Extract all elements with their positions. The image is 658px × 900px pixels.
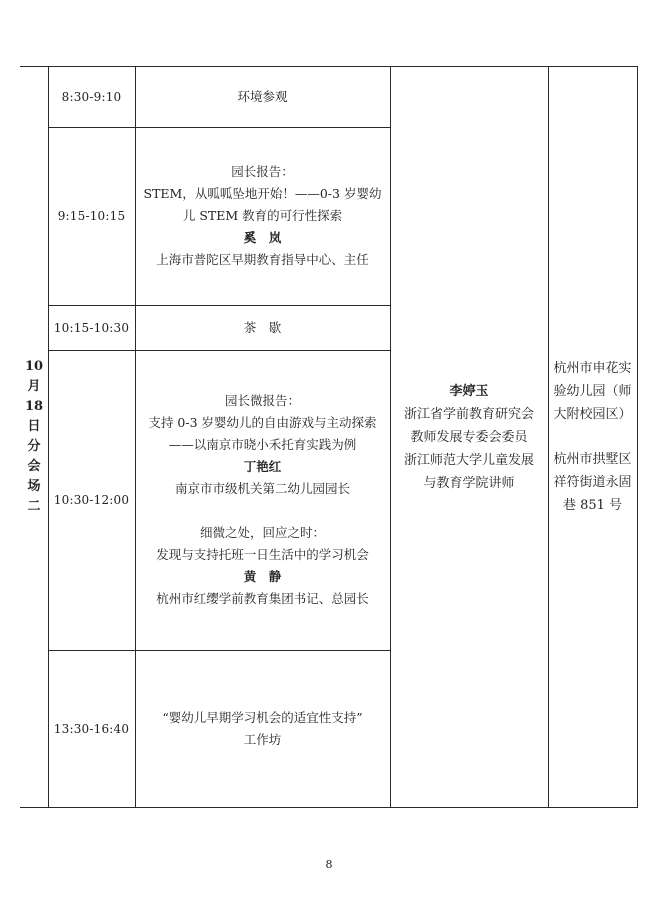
date-session-char: 18	[24, 399, 44, 414]
report-title: 支持 0-3 岁婴幼儿的自由游戏与主动探索	[148, 415, 377, 430]
speaker-name: 丁艳红	[243, 459, 282, 474]
content-cell: 茶 歇	[243, 319, 282, 335]
content-cell	[135, 127, 390, 305]
speaker-name: 奚 岚	[243, 230, 282, 245]
time-cell: 8:30-9:10	[61, 89, 122, 104]
date-session-char: 日	[27, 419, 41, 434]
speaker-name: 黄 静	[243, 569, 282, 584]
time-cell: 13:30-16:40	[53, 721, 130, 736]
content-cell	[135, 650, 390, 807]
time-cell: 10:15-10:30	[53, 320, 130, 335]
report-title: ——以南京市晓小禾托育实践为例	[168, 437, 357, 452]
venue-address: 巷 851 号	[562, 498, 623, 513]
table-border-right	[637, 66, 638, 808]
workshop-title: “婴幼儿早期学习机会的适宜性支持”	[162, 709, 363, 725]
report-label: 园长报告：	[231, 164, 294, 179]
host-title: 与教育学院讲师	[423, 475, 515, 491]
date-session-char: 分	[27, 439, 41, 454]
venue-address: 祥符街道永固	[553, 475, 632, 490]
speaker-affiliation: 杭州市红缨学前教育集团书记、总园长	[156, 591, 369, 606]
venue-name: 大附校园区）	[553, 407, 632, 422]
time-cell: 10:30-12:00	[53, 493, 130, 507]
date-session-char: 会	[27, 459, 41, 474]
report-title: 发现与支持托班一日生活中的学习机会	[156, 547, 369, 562]
speaker-affiliation: 南京市市级机关第二幼儿园园长	[174, 481, 350, 496]
content-cell: 环境参观	[237, 88, 288, 104]
date-session-char: 10	[24, 359, 44, 374]
date-session-char: 二	[27, 499, 41, 514]
venue-name: 杭州市申花实	[553, 361, 632, 376]
venue-name: 验幼儿园（师	[553, 384, 632, 399]
date-session-char: 场	[27, 479, 41, 494]
host-name: 李婷玉	[449, 383, 489, 399]
host-cell	[390, 66, 548, 808]
venue-cell	[548, 66, 637, 808]
date-session-cell	[20, 66, 48, 808]
host-title: 浙江省学前教育研究会	[403, 406, 534, 422]
host-title: 教师发展专委会委员	[410, 429, 528, 445]
speaker-affiliation: 上海市普陀区早期教育指导中心、主任	[156, 252, 369, 267]
page-number: 8	[325, 858, 333, 871]
time-cell: 9:15-10:15	[57, 209, 126, 223]
report-label: 园长微报告：	[224, 393, 300, 408]
report-title: STEM，从呱呱坠地开始！——0-3 岁婴幼	[143, 186, 382, 201]
report-title: 儿 STEM 教育的可行性探索	[182, 208, 343, 223]
report-label: 细微之处，回应之时：	[199, 525, 325, 540]
host-title: 浙江师范大学儿童发展	[403, 452, 534, 468]
workshop-title: 工作坊	[243, 731, 282, 747]
date-session-char: 月	[27, 379, 41, 394]
venue-address: 杭州市拱墅区	[553, 452, 632, 467]
content-cell	[135, 350, 390, 650]
